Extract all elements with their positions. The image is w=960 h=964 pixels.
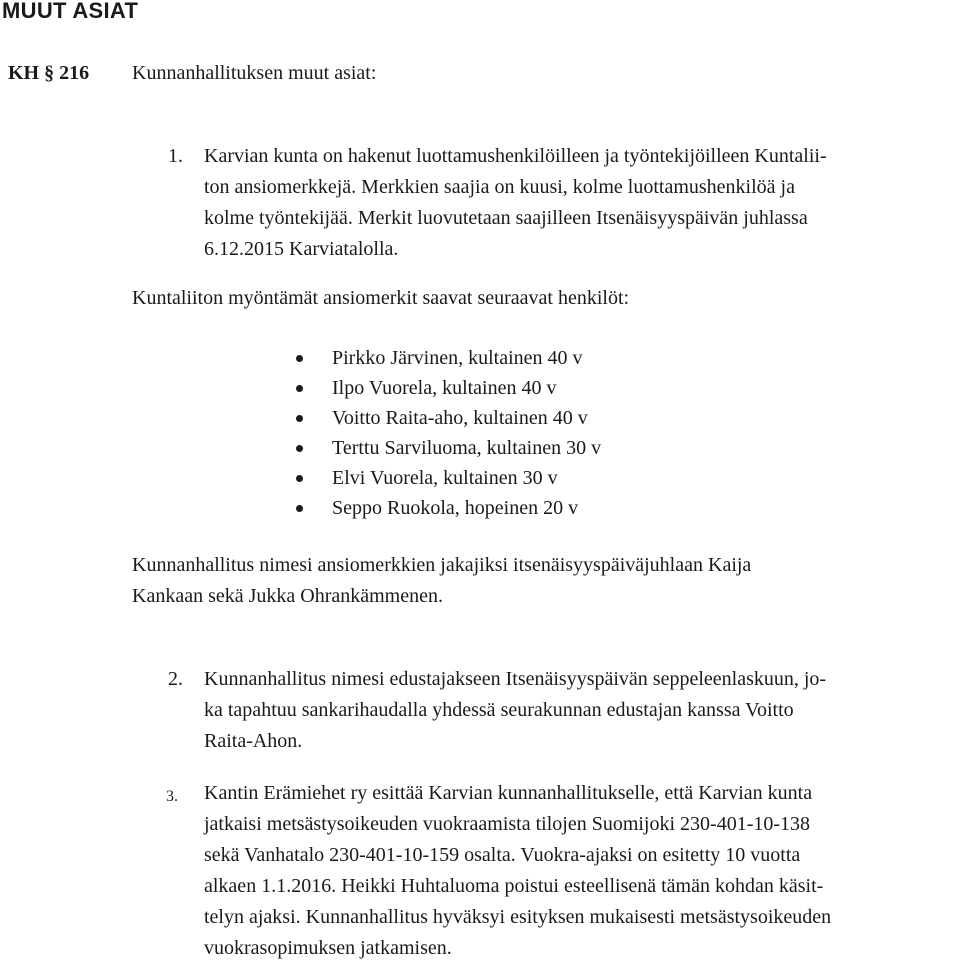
text-line: Kankaan sekä Jukka Ohrankämmenen.	[132, 585, 443, 607]
list-item: Seppo Ruokola, hopeinen 20 v	[332, 493, 601, 523]
bullet-icon	[296, 505, 303, 512]
list-item: Ilpo Vuorela, kultainen 40 v	[332, 373, 601, 403]
bullet-icon	[296, 475, 303, 482]
text-line: Karvian kunta on hakenut luottamushenkilöilleen ja työntekijöilleen Kuntalii-	[204, 145, 827, 167]
text-line: Kunnanhallitus nimesi ansiomerkkien jakajiksi itsenäisyyspäiväjuhlaan Kaija	[132, 554, 752, 576]
text-line: ka tapahtuu sankarihaudalla yhdessä seurakunnan edustajan kanssa Voitto	[204, 699, 794, 721]
text-line: telyn ajaksi. Kunnanhallitus hyväksyi esityksen mukaisesti metsästysoikeuden	[204, 906, 832, 928]
item-3-number: 3.	[166, 788, 178, 805]
item-2-paragraph	[204, 664, 826, 757]
item-1-closing	[132, 550, 751, 612]
item-3-paragraph	[204, 778, 831, 964]
list-item: Pirkko Järvinen, kultainen 40 v	[332, 343, 601, 373]
recipients-intro: Kuntaliiton myöntämät ansiomerkit saavat seuraavat henkilöt:	[132, 287, 630, 309]
text-line: Kunnanhallitus nimesi edustajakseen Itsenäisyyspäivän seppeleenlaskuun, jo-	[204, 668, 827, 690]
list-item: Terttu Sarviluoma, kultainen 30 v	[332, 433, 601, 463]
bullet-icon	[296, 355, 303, 362]
text-line: Kantin Erämiehet ry esittää Karvian kunnanhallitukselle, että Karvian kunta	[204, 782, 813, 804]
list-item: Voitto Raita-aho, kultainen 40 v	[332, 403, 601, 433]
bullet-icon	[296, 445, 303, 452]
text-line: Raita-Ahon.	[204, 730, 303, 752]
text-line: 6.12.2015 Karviatalolla.	[204, 238, 399, 260]
text-line: ton ansiomerkkejä. Merkkien saajia on kuusi, kolme luottamushenkilöä ja	[204, 176, 795, 198]
list-item: Elvi Vuorela, kultainen 30 v	[332, 463, 601, 493]
text-line: vuokrasopimuksen jatkamisen.	[204, 937, 452, 959]
item-1-number: 1.	[168, 145, 183, 167]
text-line: jatkaisi metsästysoikeuden vuokraamista tilojen Suomijoki 230-401-10-138	[204, 813, 811, 835]
text-line: kolme työntekijää. Merkit luovutetaan saajilleen Itsenäisyyspäivän juhlassa	[204, 207, 808, 229]
text-line: sekä Vanhatalo 230-401-10-159 osalta. Vuokra-ajaksi on esitetty 10 vuotta	[204, 844, 801, 866]
text-line: alkaen 1.1.2016. Heikki Huhtaluoma poistui esteellisenä tämän kohdan käsit-	[204, 875, 824, 897]
section-number: KH § 216	[8, 62, 90, 84]
bullet-icon	[296, 385, 303, 392]
section-title: Kunnanhallituksen muut asiat:	[132, 62, 377, 84]
item-1-paragraph	[204, 141, 827, 265]
page-title: MUUT ASIAT	[2, 0, 139, 23]
recipient-list	[332, 343, 601, 523]
item-2-number: 2.	[168, 668, 183, 690]
bullet-icon	[296, 415, 303, 422]
